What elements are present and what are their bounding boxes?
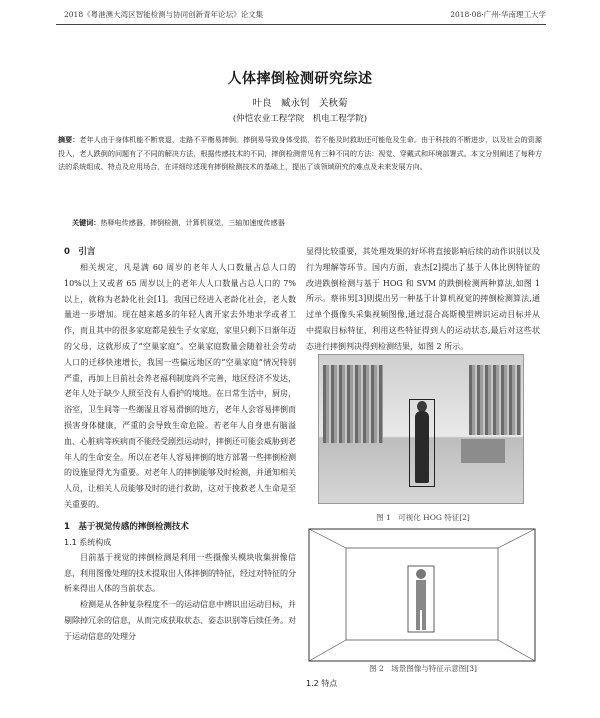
header-left: 2018《粤港澳大湾区智能检测与协同创新青年论坛》论文集	[64, 10, 264, 19]
running-header	[64, 9, 546, 23]
abstract	[58, 133, 542, 174]
affiliation: (仲恺农业工程学院 机电工程学院)	[232, 114, 368, 124]
right-column	[306, 244, 540, 355]
detection-paragraph: 检测是从各种复杂程度不一的运动信息中辨识出运动目标，并剔除掉冗余的信息，从而完成获取状态、姿态识别等后续任务。对于运动信息的处理分	[64, 600, 296, 641]
header-rule	[56, 24, 546, 25]
figure-1-caption: 图 1 可视化 HOG 特征[2]	[376, 513, 470, 522]
section-1-heading: 1 基于视觉传感的摔倒检测技术	[64, 521, 189, 532]
subsection-1-2-heading: 1.2 特点	[306, 679, 338, 688]
intro-paragraph: 相关规定，凡是满 60 周岁的老年人人口数量占总人口的 10%以上又或者 65 周岁以上的老年人人口数量占总人口的 7%以上，就称为老龄化社会[1]。我国已经进入老龄化社会，老人数量进一步增加。现在越来越多的年轻人离开家去外地求学或者工作，而且其中的很多家庭都是独生子女家庭，家里只剩下日渐年迈的父母，这就形成了“空巢家庭”。空巢家庭数量会随着社会劳动人口的迁移快速增长，我国一些偏远地区的“空巢家庭”情况特别严重，再加上目前社会养老福利制度尚不完善，地区经济不发达，老年人处于缺少人照至没有人看护的境地。在日常生活中，厨房，浴室，卫生间等一些潮湿且容易滑倒的地方，老年人会容易摔倒而损害身体健康，严重的会导致生命危险。若老年人自身患有脑溢血、心脏病等疾病而不能经受剧烈运动时，摔倒还可能会威胁到老年人的生命安全。所以在老年人容易摔倒的地方部署一些摔倒检测的设施显得尤为重要。对老年人的摔倒能够及时检测，并通知相关人员，让相关人员能够及时的进行救助，这对于挽救老人生命是至关重要的。	[64, 263, 296, 509]
keywords	[72, 218, 542, 228]
figure-2-caption: 图 2 场景图像与特征示意图[3]	[369, 664, 477, 673]
authors: 叶良 臧永钊 关秋菊	[252, 98, 348, 109]
left-column	[64, 244, 296, 645]
figure-2-scene-diagram	[308, 528, 536, 662]
paper-title: 人体摔倒检测研究综述	[227, 71, 373, 87]
header-right: 2018·08·广州·华南理工大学	[450, 10, 546, 19]
abstract-text: 老年人由于身体机能不断衰退，走路不平衡易摔倒。摔倒易导致身体受损，若不能及时救助还可能危及生命。由于科技的不断进步，以及社会的资源投入，老人跌倒的问题有了不同的解决方法，根据传感技术的不同，摔倒检测常见有三种不同的方法：视觉、穿戴式和环境部署式。本文分别阐述了每种方法的系统组成、特点及应用场合，在详细综述现有摔倒检测技术的基础上，提出了该领域研究的难点及未来发展方向。	[58, 135, 543, 171]
keywords-text: 热释电传感器，摔倒检测，计算机视觉，三轴加速度传感器	[100, 218, 285, 227]
right-paragraph: 显得比较重要，其处理效果的好坏将直接影响后续的动作识别以及行为理解等环节。国内方面，袁杰[2]提出了基于人体比例特征的改进跌倒检测与基于 HOG 和 SVM 的跌倒检测两种算法,如图 1 所示。蔡祎男[3]则提出另一种基于计算机视觉的摔倒检测算法,通过单个摄像头采集视频图像,通过混合高斯模型辨识运动目标并从中提取目标特征，利用这些特征得到人的运动状态,最后对这些状态进行摔倒判决得到检测结果，如图 2 所示。	[306, 247, 540, 351]
figure-1-hog-image	[318, 354, 524, 504]
subsection-1-1-heading: 1.1 系统构成	[64, 537, 112, 547]
keywords-label: 关键词：	[72, 218, 101, 227]
system-paragraph: 目前基于视觉的摔倒检测是利用一些摄像头模块收集拼像信息，利用图像处理的技术提取出人体摔倒的特征，经过对特征的分析来得出人体的当前状态。	[64, 552, 296, 594]
abstract-label: 摘要：	[58, 135, 80, 144]
section-0-heading: 0 引言	[64, 247, 96, 257]
